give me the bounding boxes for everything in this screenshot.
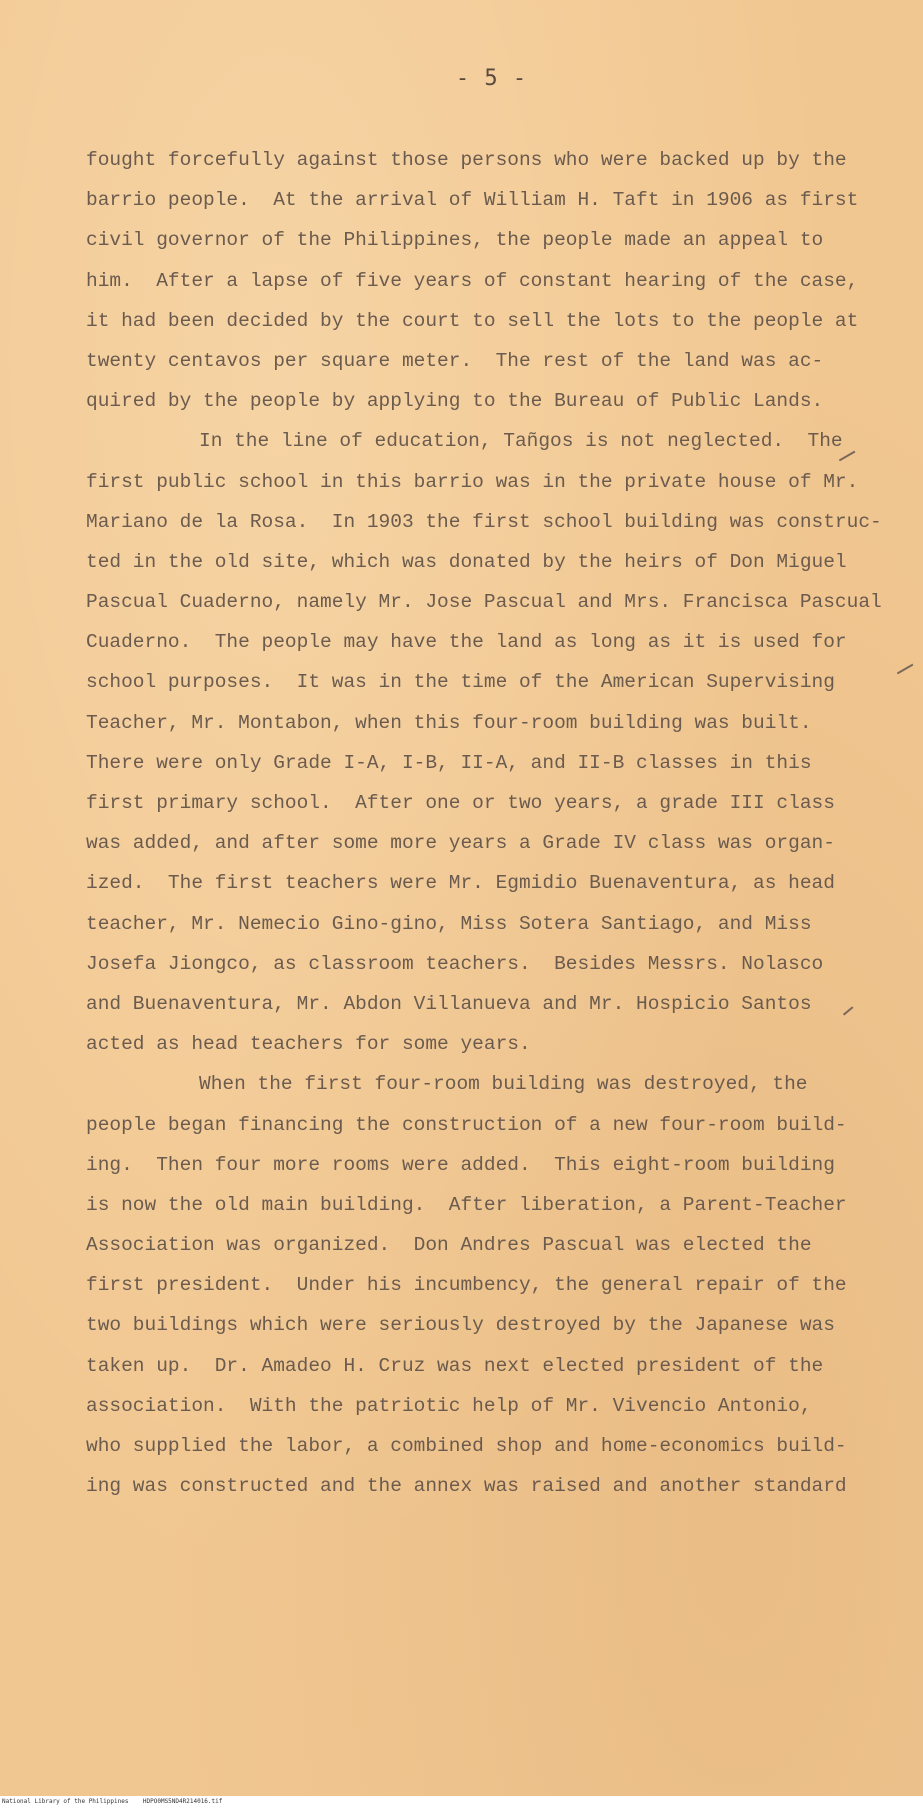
text-line: ing was constructed and the annex was raised and another standard (86, 1475, 847, 1498)
text-line: ing. Then four more rooms were added. This eight-room building (86, 1153, 835, 1176)
text-line: barrio people. At the arrival of William H. Taft in 1906 as first (86, 189, 859, 212)
text-line: twenty centavos per square meter. The rest of the land was ac- (86, 349, 824, 372)
text-line: When the first four-room building was destroyed, the (199, 1073, 808, 1096)
text-line: Teacher, Mr. Montabon, when this four-room building was built. (86, 711, 812, 734)
text-line: In the line of education, Tañgos is not neglected. The (199, 430, 843, 453)
text-line: Pascual Cuaderno, namely Mr. Jose Pascual and Mrs. Francisca Pascual (86, 591, 882, 614)
text-line: Mariano de la Rosa. In 1903 the first school building was construc- (86, 510, 882, 533)
text-line: Cuaderno. The people may have the land as long as it is used for (86, 631, 847, 654)
margin-check-mark (897, 664, 913, 674)
paragraph-2 (86, 421, 882, 1064)
paragraph-3 (86, 1064, 876, 1506)
text-line: acted as head teachers for some years. (86, 1033, 531, 1056)
text-line: was added, and after some more years a Grade IV class was organ- (86, 832, 835, 855)
footer-source: National Library of the Philippines (2, 1798, 129, 1805)
footer-file-id: HDPO0MS5ND4R214016.tif (142, 1798, 223, 1805)
text-line: it had been decided by the court to sell the lots to the people at (86, 309, 859, 332)
text-line: first public school in this barrio was in the private house of Mr. (86, 470, 859, 493)
text-line: civil governor of the Philippines, the people made an appeal to (86, 229, 824, 252)
text-line: ted in the old site, which was donated by the heirs of Don Miguel (86, 550, 847, 573)
text-line: school purposes. It was in the time of the American Supervising (86, 671, 835, 694)
text-line: quired by the people by applying to the Bureau of Public Lands. (86, 390, 824, 413)
text-line: taken up. Dr. Amadeo H. Cruz was next elected president of the (86, 1354, 824, 1377)
page-number: - 5 - (455, 66, 528, 91)
text-line: ized. The first teachers were Mr. Egmidio Buenaventura, as head (86, 872, 835, 895)
text-line: people began financing the construction of a new four-room build- (86, 1113, 847, 1136)
text-line: who supplied the labor, a combined shop and home-economics build- (86, 1435, 847, 1457)
paragraph-1 (86, 140, 876, 421)
text-line: two buildings which were seriously destroyed by the Japanese was (86, 1314, 835, 1337)
text-line: and Buenaventura, Mr. Abdon Villanueva and Mr. Hospicio Santos (86, 992, 812, 1015)
text-line: first president. Under his incumbency, the general repair of the (86, 1274, 847, 1297)
document-body (86, 140, 882, 1506)
text-line: him. After a lapse of five years of constant hearing of the case, (86, 269, 859, 292)
text-line: There were only Grade I-A, I-B, II-A, and II-B classes in this (86, 751, 812, 774)
text-line: Josefa Jiongco, as classroom teachers. Besides Messrs. Nolasco (86, 952, 824, 975)
text-line: fought forcefully against those persons who were backed up by the (86, 149, 847, 171)
text-line: Association was organized. Don Andres Pascual was elected the (86, 1234, 812, 1257)
text-line: association. With the patriotic help of Mr. Vivencio Antonio, (86, 1394, 812, 1417)
scan-footer (0, 1796, 923, 1808)
text-line: teacher, Mr. Nemecio Gino-gino, Miss Sotera Santiago, and Miss (86, 912, 812, 935)
text-line: is now the old main building. After liberation, a Parent-Teacher (86, 1193, 847, 1216)
text-line: first primary school. After one or two years, a grade III class (86, 792, 835, 814)
